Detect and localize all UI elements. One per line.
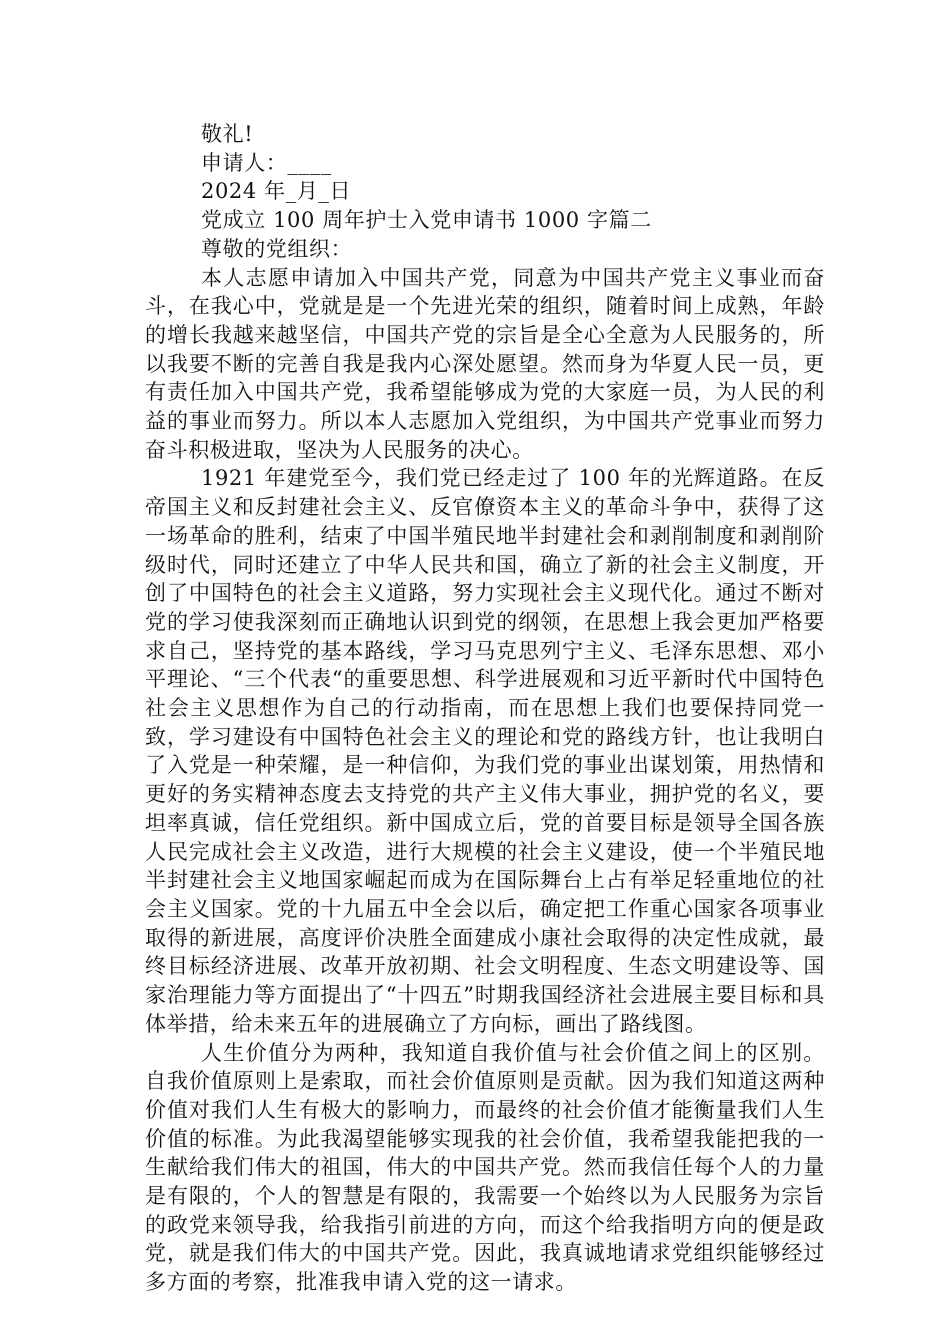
section-title: 党成立 100 周年护士入党申请书 1000 字篇二 [201,208,652,233]
paragraph-2: 1921 年建党至今，我们党已经走过了 100 年的光辉道路。在反帝国主义和反封建社会主义、反官僚资本主义的革命斗争中，获得了这一场革命的胜利，结束了中国半殖民地半封建社会和剥削制度和剥削阶级时代，同时还建立了中华人民共和国，确立了新的社会主义制度，开创了中国特色的社会主义道路，努力实现社会主义现代化。通过不断对党的学习使我深刻而正确地认识到党的纲领，在思想上我会更加严格要求自己，坚持党的基本路线，学习马克思列宁主义、毛泽东思想、邓小平理论、“三个代表“的重要思想、科学进展观和习近平新时代中国特色社会主义思想作为自己的行动指南，而在思想上我们也要保持同党一致，学习建设有中国特色社会主义的理论和党的路线方针，也让我明白了入党是一种荣耀，是一种信仰，为我们党的事业出谋划策，用热情和更好的务实精神态度去支持党的共产主义伟大事业，拥护党的名义，要坦率真诚，信任党组织。新中国成立后，党的首要目标是领导全国各族人民完成社会主义改造，进行大规模的社会主义建设，使一个半殖民地半封建社会主义地国家崛起而成为在国际舞台上占有举足轻重地位的社会主义国家。党的十九届五中全会以后，确定把工作重心国家各项事业取得的新进展，高度评价决胜全面建成小康社会取得的决定性成就，最终目标经济进展、改革开放初期、社会文明程度、生态文明建设等、国家治理能力等方面提出了“十四五”时期我国经济社会进展主要目标和具体举措，给未来五年的进展确立了方向标，画出了路线图。 [145,466,825,1036]
paragraph-3: 人生价值分为两种，我知道自我价值与社会价值之间上的区别。自我价值原则上是索取，而社会价值原则是贡献。因为我们知道这两种价值对我们人生有极大的影响力，而最终的社会价值才能衡量我们人生价值的标准。为此我渴望能够实现我的社会价值，我希望我能把我的一生献给我们伟大的祖国，伟大的中国共产党。然而我信任每个人的力量是有限的，个人的智慧是有限的，我需要一个始终以为人民服务为宗旨的政党来领导我，给我指引前进的方向，而这个给我指明方向的便是政党，就是我们伟大的中国共产党。因此，我真诚地请求党组织能够经过多方面的考察，批准我申请入党的这一请求。 [145,1040,825,1295]
date-line: 2024 年_月_日 [201,179,352,204]
document-page [145,120,825,1297]
applicant-line: 申请人：____ [201,150,332,175]
salutation: 尊敬的党组织： [201,236,353,261]
paragraph-1: 本人志愿申请加入中国共产党，同意为中国共产党主义事业而奋斗，在我心中，党就是是一个先进光荣的组织，随着时间上成熟，年龄的增长我越来越坚信，中国共产党的宗旨是全心全意为人民服务的，所以我要不断的完善自我是我内心深处愿望。然而身为华夏人民一员，更有责任加入中国共产党，我希望能够成为党的大家庭一员，为人民的利益的事业而努力。所以本人志愿加入党组织，为中国共产党事业而努力奋斗积极进取，坚决为人民服务的决心。 [145,265,825,462]
closing-line: 敬礼! [201,122,254,146]
